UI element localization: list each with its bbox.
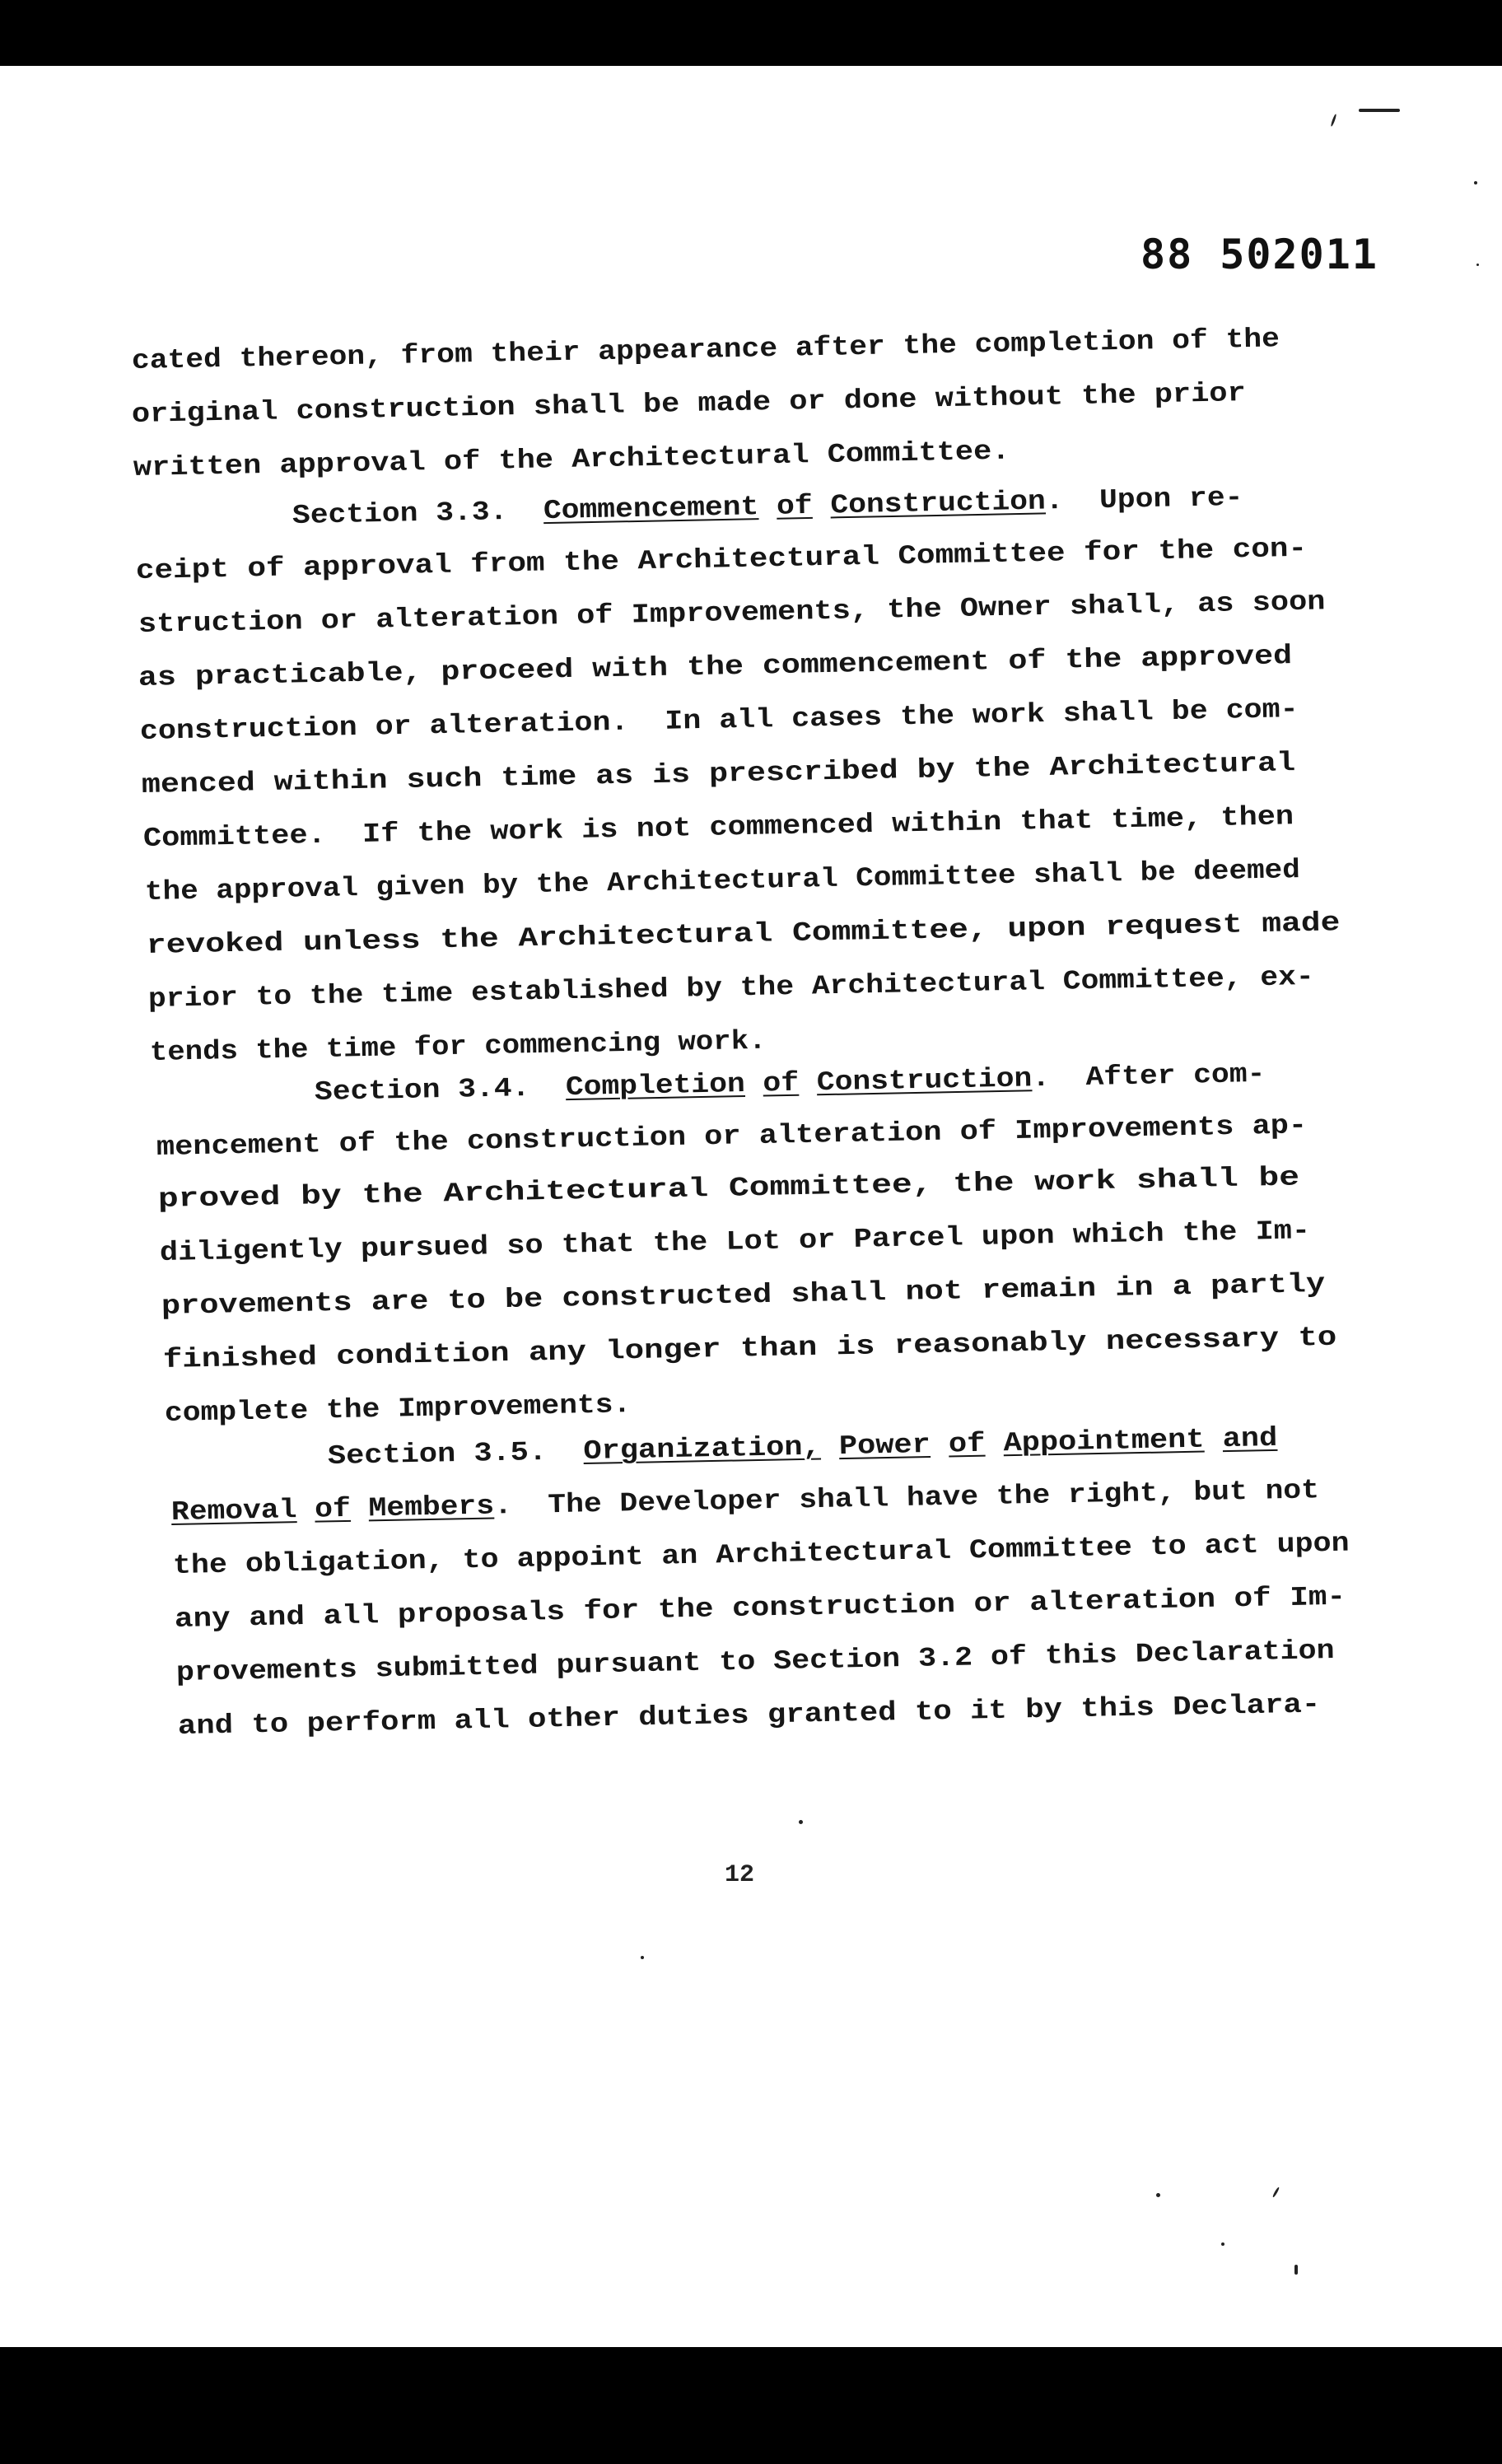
section-3-5-title-word: of [948, 1428, 986, 1460]
section-3-4-title-word: of [763, 1067, 800, 1099]
text-line: construction or alteration. In all cases the work shall be com- [139, 693, 1299, 747]
section-3-5-title-word: Power [838, 1429, 931, 1463]
section-3-5-title-word: Removal [170, 1495, 297, 1528]
section-3-4-number: Section 3.4. [314, 1072, 530, 1108]
text-line: original construction shall be made or done without the prior [131, 378, 1247, 430]
section-3-5-title-word: of [314, 1493, 352, 1525]
text-line: revoked unless the Architectural Committee, upon request made [146, 908, 1341, 961]
scanned-page [0, 66, 1502, 2347]
document-number: 88 502011 [1140, 231, 1378, 278]
text-line: finished condition any longer than is reasonably necessary to [162, 1322, 1337, 1375]
text-line: menced within such time as is prescribed by the Architectural [141, 748, 1296, 800]
text-line: proved by the Architectural Committee, the work shall be [157, 1162, 1300, 1215]
scan-speck [1272, 2186, 1280, 2198]
text-line: mencement of the construction or alteration of Improvements ap- [156, 1110, 1308, 1163]
text-line: prior to the time established by the Architectural Committee, ex- [147, 961, 1315, 1015]
section-3-3-title-word: Commencement [543, 492, 759, 527]
text-line: ceipt of approval from the Architectural Committee for the con- [135, 533, 1308, 586]
text-line: as practicable, proceed with the commencement of the approved [138, 641, 1293, 693]
text-line: the approval given by the Architectural Committee shall be deemed [144, 855, 1301, 908]
section-3-3-number: Section 3.3. [292, 496, 508, 531]
text-line: the obligation, to appoint an Architectural Committee to act upon [172, 1528, 1350, 1581]
section-3-5-title-word: Members [368, 1491, 495, 1524]
section-3-5-title-word: Organization, [583, 1431, 822, 1468]
scan-speck [1476, 264, 1479, 266]
text-line: provements are to be constructed shall not remain in a partly [161, 1268, 1326, 1322]
section-3-5-title-word: and [1222, 1422, 1278, 1455]
section-3-3-title-word: of [776, 490, 813, 522]
section-3-3-text: . Upon re- [1045, 482, 1243, 517]
scan-speck [641, 1956, 644, 1959]
text-line: written approval of the Architectural Committee. [133, 436, 1010, 483]
text-line: cated thereon, from their appearance after the completion of the [131, 324, 1280, 376]
section-3-4-title-word: Completion [565, 1068, 746, 1104]
text-line: struction or alteration of Improvements, the Owner shall, as soon [138, 586, 1326, 640]
text-line: tends the time for commencing work. [149, 1025, 767, 1068]
text-line: provements submitted pursuant to Section 3.2 of this Declaration [175, 1635, 1335, 1688]
section-3-4-title-word: Construction [816, 1063, 1033, 1099]
section-3-5-title-word: Appointment [1003, 1424, 1205, 1459]
scan-speck [1221, 2242, 1224, 2246]
text-line: and to perform all other duties granted to it by this Declara- [177, 1689, 1321, 1742]
text-line: Committee. If the work is not commenced within that time, then [142, 801, 1294, 854]
scan-speck [1156, 2193, 1160, 2197]
scan-speck [1474, 181, 1477, 184]
section-3-3-title-word: Construction [830, 486, 1047, 521]
section-3-5-number: Section 3.5. [327, 1436, 548, 1472]
section-3-4-heading-line [315, 1059, 1266, 1108]
scan-speck [1359, 109, 1400, 112]
section-3-5-heading-line [171, 1475, 1320, 1528]
section-3-5-text: . The Developer shall have the right, but not [493, 1475, 1320, 1522]
text-line: diligently pursued so that the Lot or Parcel upon which the Im- [159, 1216, 1311, 1268]
section-3-4-text: . After com- [1031, 1058, 1266, 1094]
scan-speck [799, 1820, 803, 1824]
section-3-3-heading-line [292, 483, 1243, 531]
scan-speck [1330, 114, 1336, 127]
scan-speck [1294, 2265, 1298, 2275]
section-3-5-heading-line [328, 1423, 1278, 1472]
text-line: any and all proposals for the construction or alteration of Im- [174, 1581, 1346, 1635]
text-line: complete the Improvements. [164, 1389, 632, 1429]
page-number: 12 [725, 1861, 755, 1889]
